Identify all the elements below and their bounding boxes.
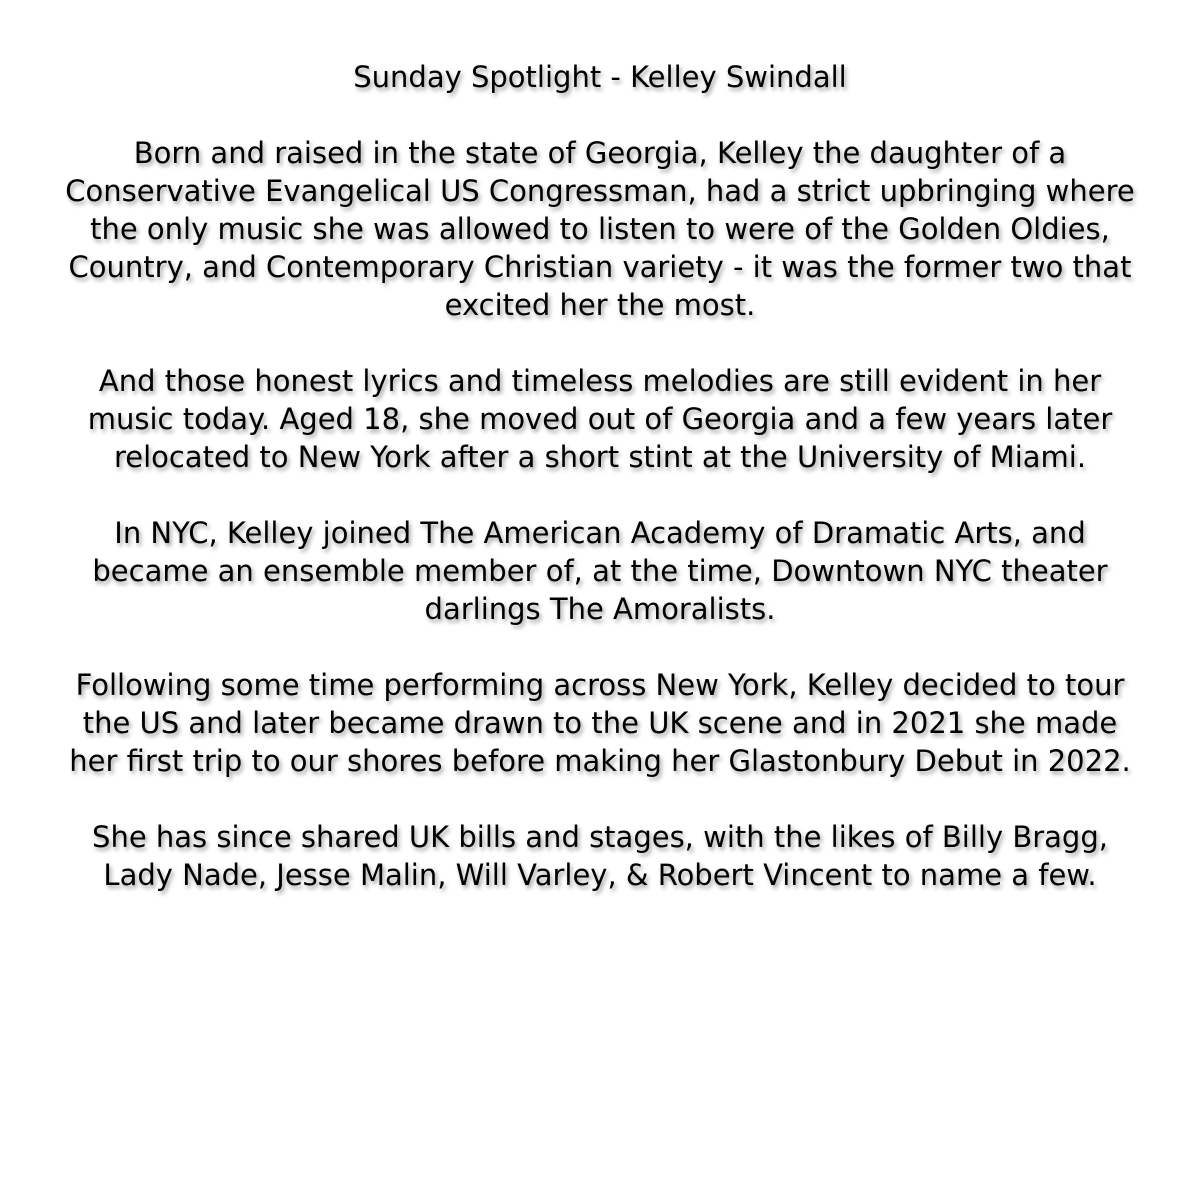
paragraph-move-to-new-york: And those honest lyrics and timeless melodies are still evident in her music today. Aged 18, she moved out of Georgia and a few years later relocated to New York after a short stint at the University of Miami.	[87, 364, 1113, 474]
article-body	[60, 58, 1140, 894]
paragraph-nyc-theater: In NYC, Kelley joined The American Academy of Dramatic Arts, and became an ensemble member of, at the time, Downtown NYC theater darlings The Amoralists.	[92, 516, 1108, 626]
article-title: Sunday Spotlight - Kelley Swindall	[353, 60, 847, 94]
paragraph-uk-bills: She has since shared UK bills and stages, with the likes of Billy Bragg, Lady Nade, Jesse Malin, Will Varley, & Robert Vincent to name a few.	[92, 820, 1108, 892]
paragraph-early-life: Born and raised in the state of Georgia, Kelley the daughter of a Conservative Evangelical US Congressman, had a strict upbringing where the only music she was allowed to listen to were of the Golden Oldies, Country, and Contemporary Christian variety - it was the former two that excited her the most.	[65, 136, 1135, 322]
paragraph-uk-debut: Following some time performing across New York, Kelley decided to tour the US and later became drawn to the UK scene and in 2021 she made her first trip to our shores before making her Glastonbury Debut in 2022.	[69, 668, 1131, 778]
